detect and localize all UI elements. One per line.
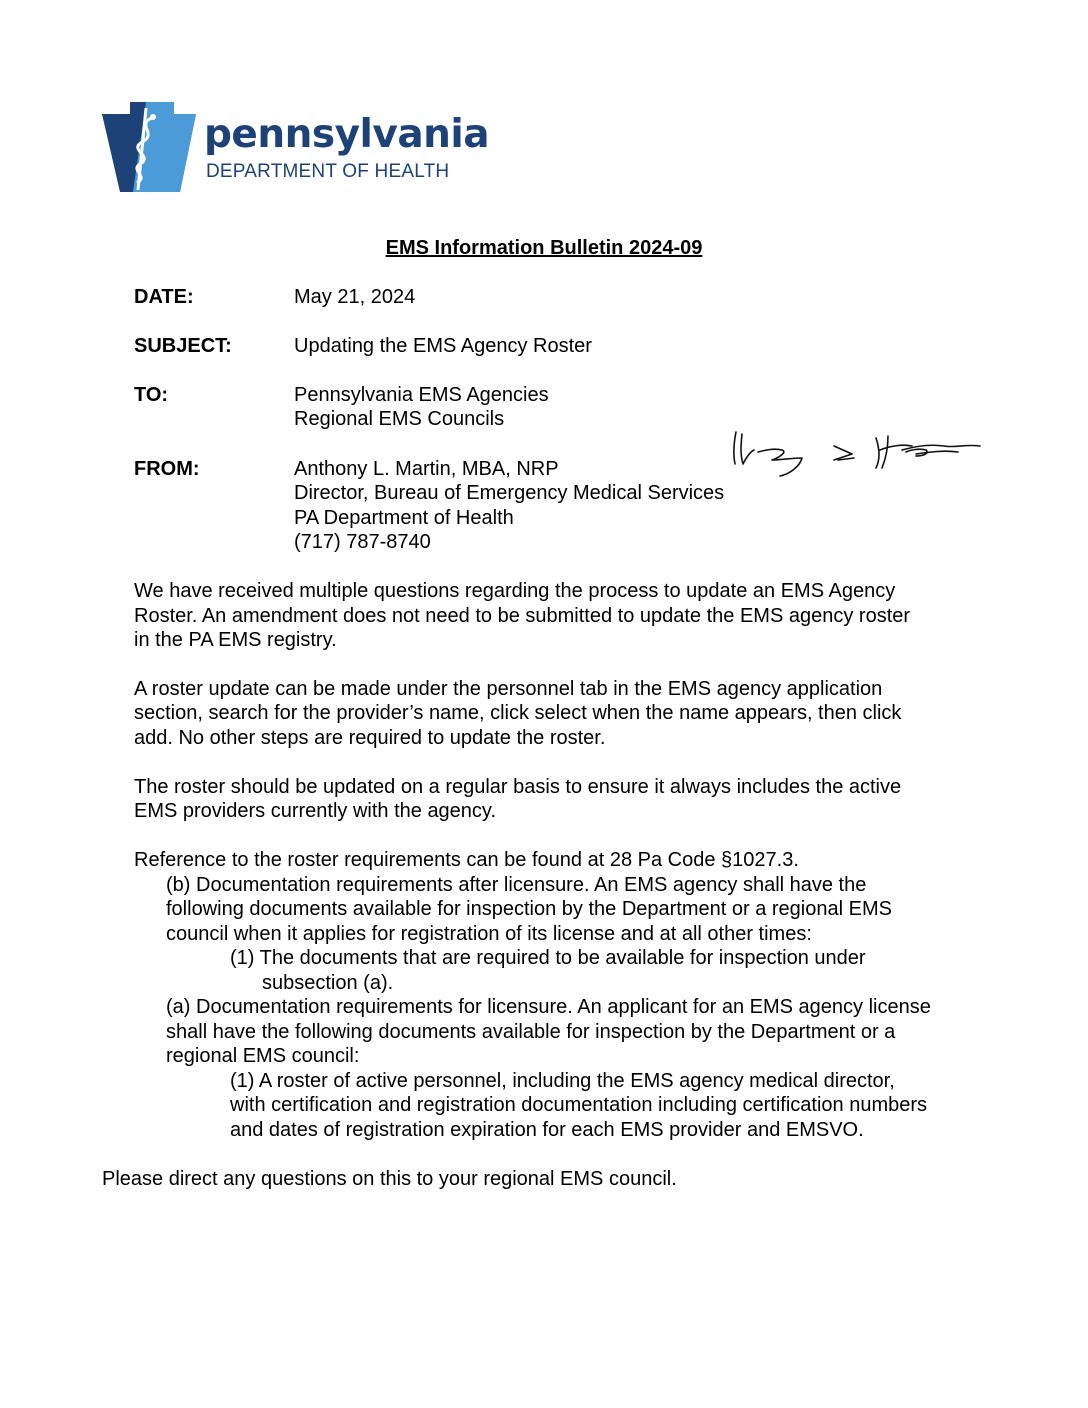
reference-b-line: following documents available for inspection by the Department or a regional EMS (166, 898, 892, 920)
subject-value: Updating the EMS Agency Roster (294, 335, 592, 357)
from-line: PA Department of Health (294, 507, 514, 529)
reference-a-line: shall have the following documents available for inspection by the Department or a (166, 1021, 896, 1043)
to-label: TO: (134, 384, 169, 406)
paragraph-line: The roster should be updated on a regular basis to ensure it always includes the active (134, 776, 902, 798)
logo-wordmark: pennsylvania (204, 112, 490, 157)
paragraph-line: add. No other steps are required to update the roster. (134, 727, 606, 749)
from-line: Director, Bureau of Emergency Medical Services (294, 482, 725, 504)
bulletin-title (0, 236, 1088, 260)
reference-b1-line: (1) The documents that are required to be available for inspection under (230, 947, 866, 969)
reference-b-line: council when it applies for registration of its license and at all other times: (166, 923, 812, 945)
paragraph-line: section, search for the provider’s name, click select when the name appears, then click (134, 702, 902, 724)
logo-department: DEPARTMENT OF HEALTH (206, 161, 450, 182)
reference-b-line: (b) Documentation requirements after licensure. An EMS agency shall have the (166, 874, 867, 896)
paragraph-line: Roster. An amendment does not need to be submitted to update the EMS agency roster (134, 605, 911, 627)
to-line: Pennsylvania EMS Agencies (294, 384, 549, 406)
reference-a-line: regional EMS council: (166, 1045, 360, 1067)
from-line: Anthony L. Martin, MBA, NRP (294, 458, 559, 480)
from-line: (717) 787-8740 (294, 531, 431, 553)
subject-label: SUBJECT: (134, 335, 232, 357)
paragraph-line: EMS providers currently with the agency. (134, 800, 497, 822)
to-line: Regional EMS Councils (294, 408, 505, 430)
paragraph-line: We have received multiple questions regarding the process to update an EMS Agency (134, 580, 896, 602)
paragraph-line: A roster update can be made under the personnel tab in the EMS agency application (134, 678, 883, 700)
signature (730, 428, 986, 480)
reference-a1-line: and dates of registration expiration for each EMS provider and EMSVO. (230, 1119, 864, 1141)
from-label: FROM: (134, 458, 200, 480)
paragraph-line: in the PA EMS registry. (134, 629, 337, 651)
reference-a1-line: (1) A roster of active personnel, including the EMS agency medical director, (230, 1070, 895, 1092)
date-value: May 21, 2024 (294, 286, 416, 308)
reference-b1-line: subsection (a). (262, 972, 394, 994)
keystone-logo (100, 100, 200, 194)
reference-a-line: (a) Documentation requirements for licensure. An applicant for an EMS agency license (166, 996, 931, 1018)
bulletin-title-text: EMS Information Bulletin 2024-09 (385, 237, 703, 259)
date-label: DATE: (134, 286, 194, 308)
reference-a1-line: with certification and registration documentation including certification numbers (230, 1094, 928, 1116)
closing-line: Please direct any questions on this to your regional EMS council. (102, 1168, 677, 1190)
reference-intro: Reference to the roster requirements can be found at 28 Pa Code §1027.3. (134, 849, 799, 871)
